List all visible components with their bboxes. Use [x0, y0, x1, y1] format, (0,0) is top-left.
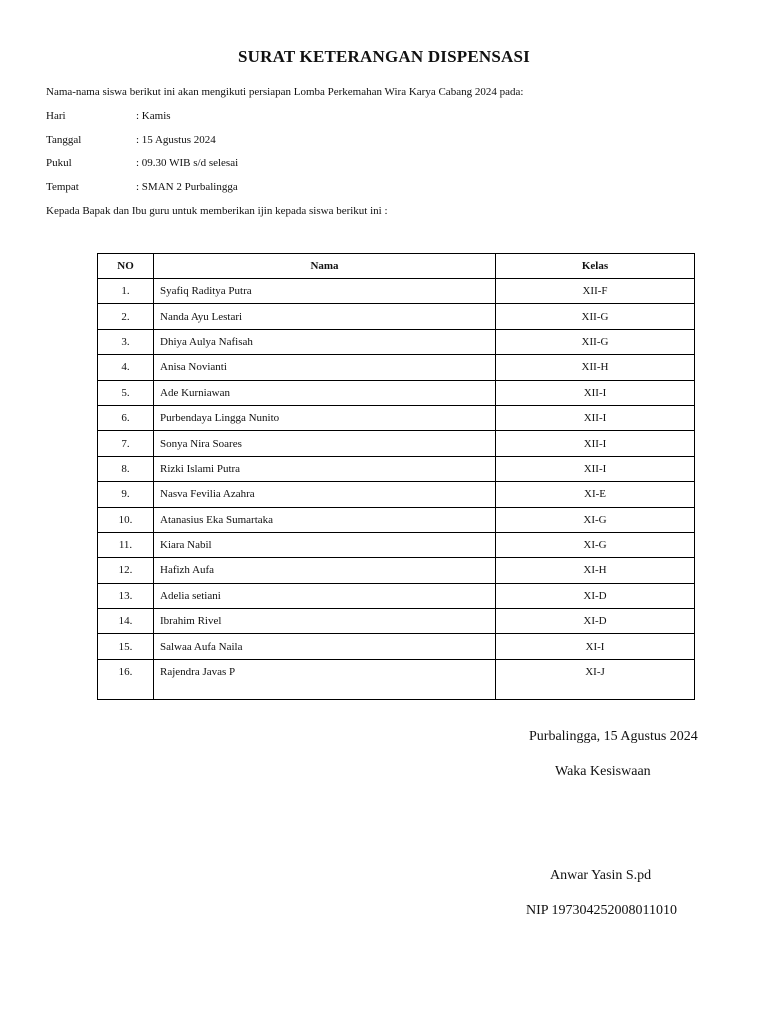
detail-label: Pukul: [46, 157, 72, 169]
cell-no: 14.: [98, 609, 154, 634]
cell-no: 15.: [98, 634, 154, 659]
cell-nama: Kiara Nabil: [154, 532, 496, 557]
cell-nama: Nasva Fevilia Azahra: [154, 482, 496, 507]
cell-nama: Ibrahim Rivel: [154, 609, 496, 634]
table-row: [98, 355, 695, 380]
header-kelas: Kelas: [496, 254, 695, 279]
cell-nama: Syafiq Raditya Putra: [154, 279, 496, 304]
detail-value: : 15 Agustus 2024: [136, 134, 216, 146]
cell-nama: Hafizh Aufa: [154, 558, 496, 583]
cell-no: 5.: [98, 380, 154, 405]
table-row: [98, 659, 695, 699]
cell-kelas: XI-H: [496, 558, 695, 583]
cell-kelas: XII-I: [496, 405, 695, 430]
cell-kelas: XII-F: [496, 279, 695, 304]
cell-nama: Ade Kurniawan: [154, 380, 496, 405]
table-row: [98, 405, 695, 430]
cell-no: 10.: [98, 507, 154, 532]
intro-text: Nama-nama siswa berikut ini akan mengikuti persiapan Lomba Perkemahan Wira Karya Cabang 2024 pada:: [46, 86, 524, 98]
signature-position: Waka Kesiswaan: [555, 764, 651, 779]
cell-no: 2.: [98, 304, 154, 329]
cell-kelas: XI-G: [496, 532, 695, 557]
detail-value: : SMAN 2 Purbalingga: [136, 181, 238, 193]
cell-nama: Adelia setiani: [154, 583, 496, 608]
cell-kelas: XII-H: [496, 355, 695, 380]
table-row: [98, 507, 695, 532]
detail-value: : Kamis: [136, 110, 171, 122]
signature-name: Anwar Yasin S.pd: [550, 868, 652, 883]
cell-nama: Salwaa Aufa Naila: [154, 634, 496, 659]
table-row: [98, 482, 695, 507]
document-title: SURAT KETERANGAN DISPENSASI: [238, 47, 530, 66]
cell-nama: Purbendaya Lingga Nunito: [154, 405, 496, 430]
cell-no: 11.: [98, 532, 154, 557]
cell-kelas: XI-J: [496, 659, 695, 699]
cell-kelas: XI-G: [496, 507, 695, 532]
signature-nip: NIP 197304252008011010: [526, 903, 678, 918]
detail-label: Hari: [46, 110, 66, 122]
table-row: [98, 304, 695, 329]
student-table: [97, 253, 695, 700]
cell-kelas: XI-I: [496, 634, 695, 659]
table-row: [98, 456, 695, 481]
cell-no: 7.: [98, 431, 154, 456]
cell-nama: Rizki Islami Putra: [154, 456, 496, 481]
detail-label: Tempat: [46, 181, 79, 193]
cell-no: 16.: [98, 659, 154, 699]
header-no: NO: [98, 254, 154, 279]
cell-kelas: XI-D: [496, 583, 695, 608]
cell-no: 13.: [98, 583, 154, 608]
table-header-row: [98, 254, 695, 279]
cell-kelas: XII-G: [496, 304, 695, 329]
table-row: [98, 329, 695, 354]
cell-no: 9.: [98, 482, 154, 507]
cell-no: 1.: [98, 279, 154, 304]
cell-nama: Rajendra Javas P: [154, 659, 496, 699]
cell-kelas: XII-I: [496, 456, 695, 481]
cell-no: 6.: [98, 405, 154, 430]
cell-kelas: XI-D: [496, 609, 695, 634]
cell-no: 3.: [98, 329, 154, 354]
cell-nama: Sonya Nira Soares: [154, 431, 496, 456]
detail-label: Tanggal: [46, 134, 82, 146]
cell-nama: Nanda Ayu Lestari: [154, 304, 496, 329]
request-text: Kepada Bapak dan Ibu guru untuk memberikan ijin kepada siswa berikut ini :: [46, 205, 388, 217]
table-row: [98, 583, 695, 608]
cell-nama: Anisa Novianti: [154, 355, 496, 380]
cell-kelas: XII-I: [496, 431, 695, 456]
table-row: [98, 431, 695, 456]
table-row: [98, 380, 695, 405]
cell-nama: Atanasius Eka Sumartaka: [154, 507, 496, 532]
table-row: [98, 558, 695, 583]
cell-kelas: XII-G: [496, 329, 695, 354]
table-row: [98, 634, 695, 659]
detail-value: : 09.30 WIB s/d selesai: [136, 157, 239, 169]
table-row: [98, 279, 695, 304]
header-nama: Nama: [154, 254, 496, 279]
cell-no: 8.: [98, 456, 154, 481]
table-row: [98, 532, 695, 557]
signature-place-date: Purbalingga, 15 Agustus 2024: [529, 729, 698, 744]
cell-nama: Dhiya Aulya Nafisah: [154, 329, 496, 354]
cell-kelas: XII-I: [496, 380, 695, 405]
cell-no: 4.: [98, 355, 154, 380]
table-row: [98, 609, 695, 634]
cell-kelas: XI-E: [496, 482, 695, 507]
cell-no: 12.: [98, 558, 154, 583]
